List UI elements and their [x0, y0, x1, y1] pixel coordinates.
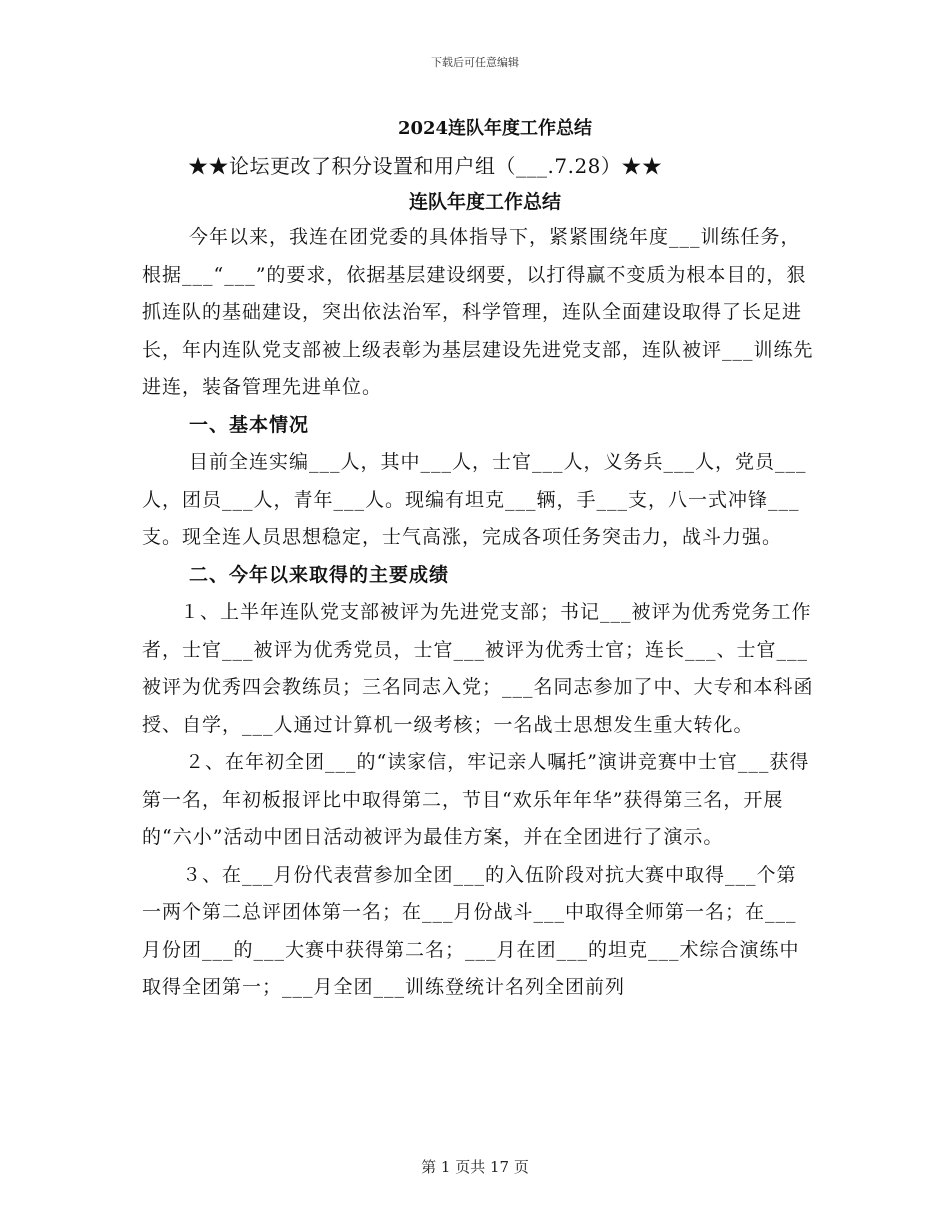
- achievement-item-3: ３、在___月份代表营参加全团___的入伍阶段对抗大赛中取得___个第一两个第二总评团体第一名；在___月份战斗___中取得全师第一名；在___月份团___的___大赛中获得第二名；___月在团___的坦克___术综合演练中取得全团第一；___月全团___训练登统计名列全团前列: [142, 863, 800, 998]
- section-heading-basic: 一、基本情况: [189, 413, 310, 436]
- achievement-item-2: ２、在年初全团___的“读家信，牢记亲人嘱托”演讲竞赛中士官___获得第一名，年初板报评比中取得第二，节目“欢乐年年华”获得第三名，开展的“六小”活动中团日活动被评为最佳方案，并在全团进行了演示。: [142, 751, 810, 848]
- intro-paragraph: 今年以来，我连在团党委的具体指导下，紧紧围绕年度___训练任务，根据___“___”的要求，依据基层建设纲要，以打得赢不变质为根本目的，狠抓连队的基础建设，突出依法治军，科学管理，连队全面建设取得了长足进长，年内连队党支部被上级表彰为基层建设先进党支部，连队被评___训练先进连，装备管理先进单位。: [142, 226, 814, 398]
- document-title: 2024连队年度工作总结: [397, 118, 593, 139]
- section-heading-achievements: 二、今年以来取得的主要成绩: [189, 563, 450, 586]
- document-body: [142, 219, 814, 1007]
- achievement-item-1: １、上半年连队党支部被评为先进党支部；书记___被评为优秀党务工作者，士官___被评为优秀党员，士官___被评为优秀士官；连长___、士官___被评为优秀四会教练员；三名同志入党；___名同志参加了中、大专和本科函授、自学，___人通过计算机一级考核；一名战士思想发生重大转化。: [142, 601, 814, 736]
- basic-info-paragraph: 目前全连实编___人，其中___人，士官___人，义务兵___人，党员___人，团员___人，青年___人。现编有坦克___辆，手___支，八一式冲锋___支。现全连人员思想稳定，士气高涨，完成各项任务突击力，战斗力强。: [142, 451, 807, 548]
- forum-notice: ★★论坛更改了积分设置和用户组（___.7.28）★★: [188, 154, 663, 178]
- page-number: 第 1 页共 17 页: [421, 1158, 529, 1176]
- page-header-note: 下载后可任意编辑: [431, 56, 519, 69]
- document-subtitle: 连队年度工作总结: [408, 191, 561, 213]
